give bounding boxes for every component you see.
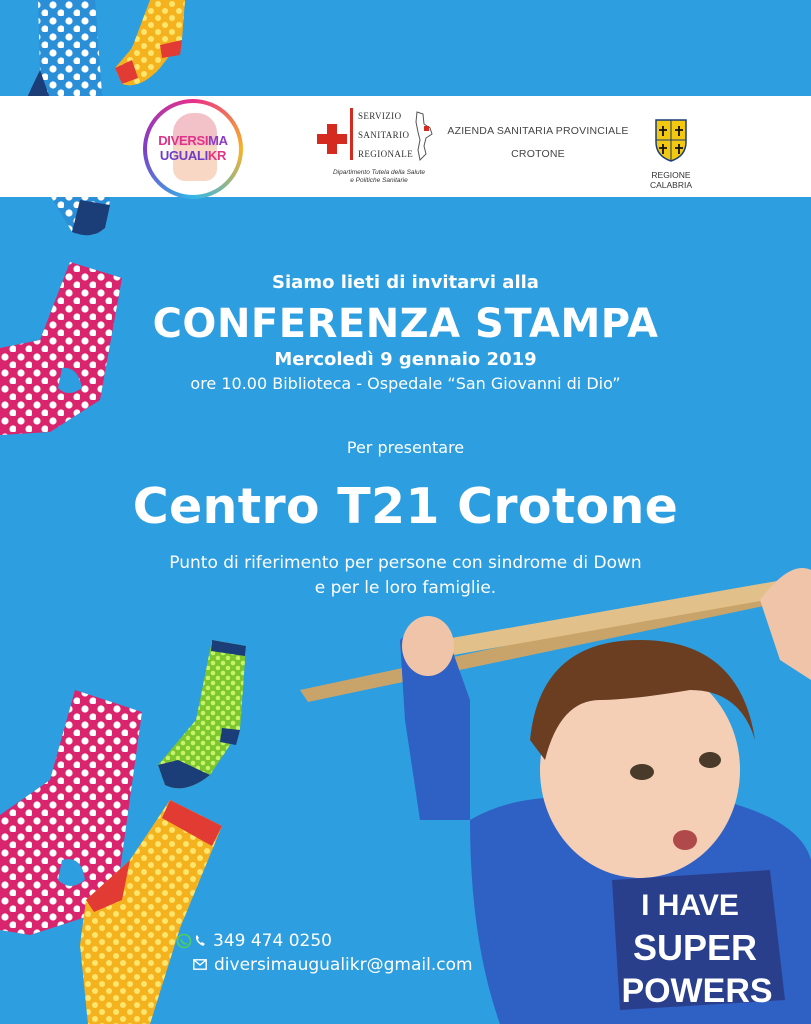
event-place: ore 10.00 Biblioteca - Ospedale “San Giovanni di Dio” <box>190 374 621 393</box>
ssr-dept-line1: Dipartimento Tutela della Salute <box>332 169 425 176</box>
event-title: CONFERENZA STAMPA <box>152 301 659 347</box>
subtitle-line2: e per le loro famiglie. <box>314 578 497 598</box>
headline: Centro T21 Crotone <box>132 478 679 535</box>
asp-city: CROTONE <box>511 148 565 160</box>
asp-name: AZIENDA SANITARIA PROVINCIALE <box>447 125 629 137</box>
shirt-text-line2: SUPER <box>632 927 758 968</box>
ssr-dept-line2: e Politiche Sanitarie <box>350 177 408 184</box>
shirt-text-line3: POWERS <box>621 972 773 1010</box>
email-address[interactable]: diversimaugualikr@gmail.com <box>214 955 473 975</box>
regione-label: REGIONE CALABRIA <box>649 170 693 190</box>
phone-icon <box>196 935 205 946</box>
present-label: Per presentare <box>346 438 465 457</box>
subtitle-line1: Punto di riferimento per persone con sindrome di Down <box>169 553 642 573</box>
ssr-word-servizio: SERVIZIO <box>358 111 402 121</box>
contact-icons <box>176 933 210 949</box>
logo-text-line2: UGUALIKR <box>159 148 227 163</box>
phone-number[interactable]: 349 474 0250 <box>213 931 332 951</box>
event-date: Mercoledì 9 gennaio 2019 <box>274 349 537 370</box>
mail-icon <box>193 959 207 970</box>
whatsapp-icon <box>178 935 191 948</box>
invite-intro: Siamo lieti di invitarvi alla <box>272 272 539 293</box>
logo-text-line1: DIVERSIMA <box>158 133 228 148</box>
ssr-word-regionale: REGIONALE <box>358 149 414 159</box>
ssr-word-sanitario: SANITARIO <box>358 130 410 140</box>
shirt-text-line1: I HAVE <box>641 889 739 922</box>
